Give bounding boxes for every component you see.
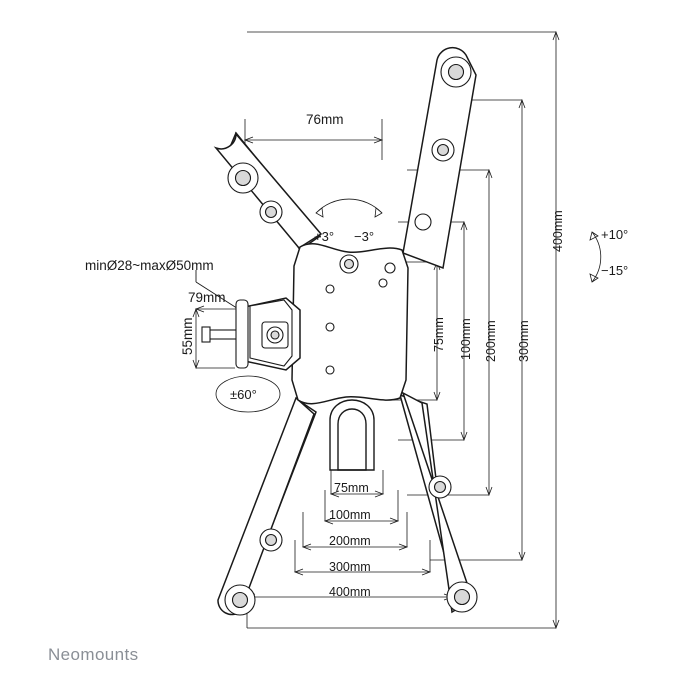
label-vesa-h-75: 75mm [334, 481, 369, 495]
label-depth-79: 79mm [188, 290, 226, 305]
label-swivel-plus: +3° [314, 229, 335, 244]
label-tilt-up: +10° [601, 227, 629, 242]
label-vesa-h-400: 400mm [329, 585, 371, 599]
tilt-angle-indicator [590, 232, 601, 282]
label-pole-spec: minØ28~maxØ50mm [85, 258, 214, 273]
label-vesa-h-200: 200mm [329, 534, 371, 548]
label-depth-55: 55mm [180, 317, 195, 355]
label-vesa-v-75: 75mm [432, 317, 446, 352]
label-rotation: ±60° [230, 387, 257, 402]
label-swivel-minus: −3° [354, 229, 375, 244]
label-vesa-v-200: 200mm [484, 320, 498, 362]
label-vesa-v-300: 300mm [517, 320, 531, 362]
label-vesa-v-400: 400mm [551, 210, 565, 252]
label-top-width: 76mm [306, 112, 344, 127]
swivel-angle-indicator [316, 199, 382, 217]
brand-logo: Neomounts [48, 645, 139, 664]
label-vesa-h-300: 300mm [329, 560, 371, 574]
label-vesa-h-100: 100mm [329, 508, 371, 522]
label-tilt-down: −15° [601, 263, 629, 278]
label-vesa-v-100: 100mm [459, 318, 473, 360]
